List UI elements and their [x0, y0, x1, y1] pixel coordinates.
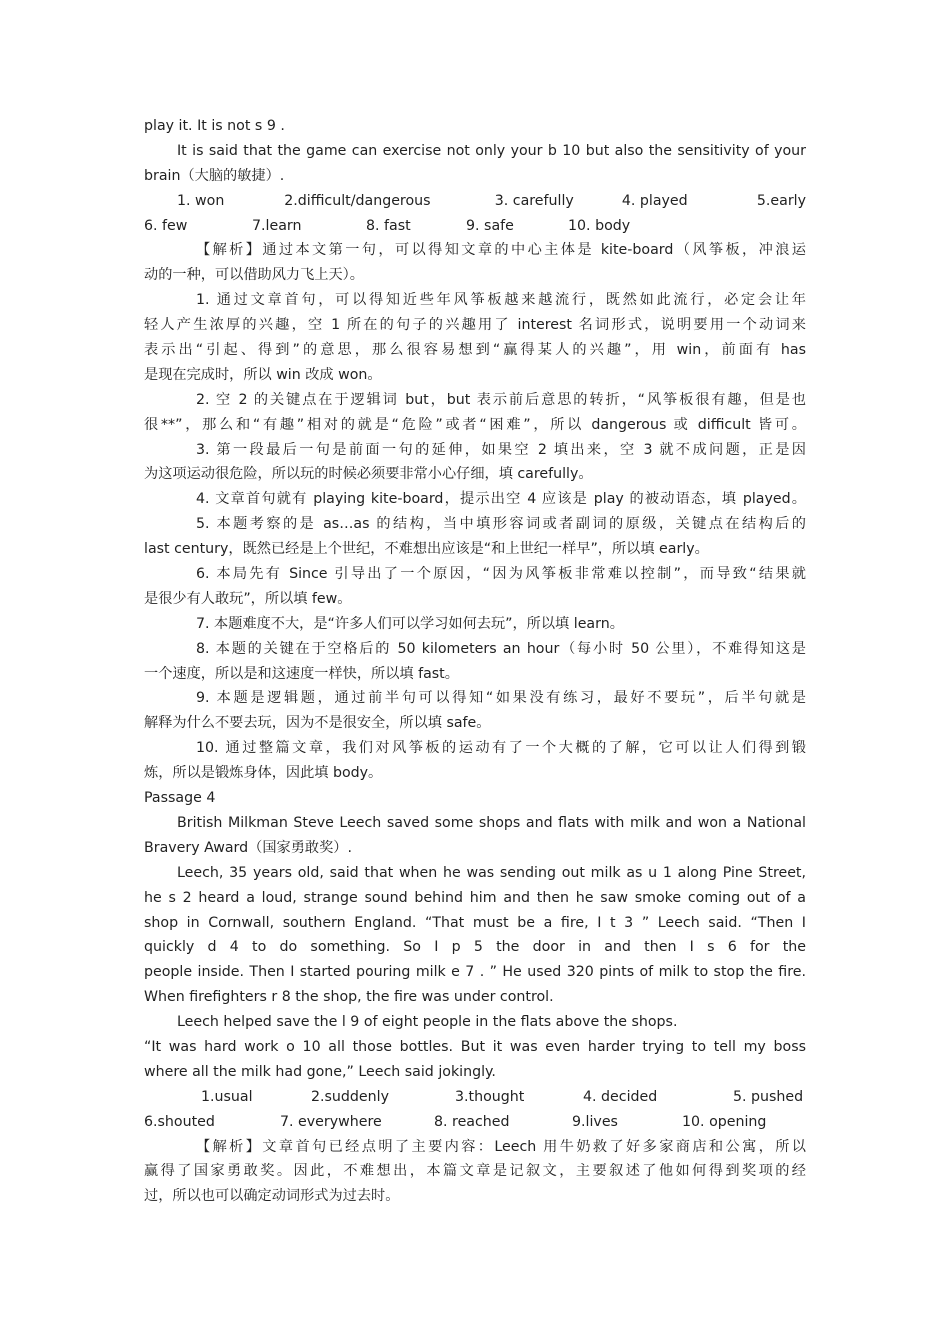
explanation-item: last century，既然已经是上个世纪，不难想出应该是“和上世纪一样早”，所以填 early。 [144, 541, 709, 558]
explanation-item: 7. 本题难度不大，是“许多人们可以学习如何去玩”，所以填 learn。 [196, 615, 624, 632]
explanation-intro: 【解析】文章首句已经点明了主要内容：Leech 用牛奶救了好多家商店和公寓，所以 [196, 1138, 806, 1155]
passage4-paragraph: where all the milk had gone,” Leech said jokingly. [144, 1063, 496, 1080]
passage4-paragraph: people inside. Then I started pouring milk e 7 . ” He used 320 pints of milk to stop the fire. [144, 964, 806, 981]
passage4-title: Passage 4 [144, 790, 216, 807]
passage4-paragraph: British Milkman Steve Leech saved some shops and flats with milk and won a National [177, 814, 806, 831]
passage3-text-end: play it. It is not s 9 . [144, 118, 285, 134]
explanation-item: 8. 本题的关键在于空格后的 50 kilometers an hour（每小时 50 公里），不难得知这是 [196, 640, 806, 657]
passage4-paragraph: quickly d 4 to do something. So I p 5 the door in and then I s 6 for the [144, 939, 806, 956]
answer: 9. safe [466, 217, 514, 234]
answer: 7. everywhere [280, 1113, 382, 1130]
answer: 1.usual [201, 1088, 253, 1105]
answer: 2.difficult/dangerous [284, 192, 431, 209]
passage3-paragraph-end: brain（大脑的敏捷）. [144, 167, 285, 184]
answer: 7.learn [252, 217, 302, 234]
answer: 2.suddenly [311, 1088, 389, 1105]
explanation-item: 为这项运动很危险，所以玩的时候必须要非常小心仔细，填 carefully。 [144, 466, 593, 483]
passage4-paragraph: shop in Cornwall, southern England. “That must be a fire, I t 3 ” Leech said. “Then I [144, 914, 806, 931]
passage4-paragraph: he s 2 heard a loud, strange sound behind him and then he saw smoke coming out of a [144, 889, 806, 906]
explanation-intro-end: 动的一种，可以借助风力飞上天）。 [144, 267, 364, 284]
answer: 8. reached [434, 1113, 510, 1130]
answer: 4. decided [583, 1088, 658, 1105]
answer: 5. pushed [733, 1088, 804, 1105]
passage4-paragraph: Leech, 35 years old, said that when he was sending out milk as u 1 along Pine Street, [177, 864, 806, 881]
answer: 3.thought [455, 1088, 525, 1105]
passage3-paragraph: It is said that the game can exercise not only your b 10 but also the sensitivity of your [177, 142, 806, 159]
explanation-item: 2. 空 2 的关键点在于逻辑词 but，but 表示前后意思的转折，“风筝板很有趣，但是也 [196, 391, 806, 408]
passage4-paragraph: “It was hard work o 10 all those bottles. But it was even harder trying to tell my boss [144, 1038, 806, 1055]
answer: 6.shouted [144, 1113, 215, 1130]
answer-row-3 [144, 1085, 806, 1110]
answer-row-4 [144, 1110, 806, 1135]
explanation-intro: 赢得了国家勇敢奖。因此，不难想出，本篇文章是记叙文，主要叙述了他如何得到奖项的经 [144, 1163, 806, 1180]
explanation-item: 5. 本题考察的是 as…as 的结构，当中填形容词或者副词的原级，关键点在结构后的 [196, 516, 806, 533]
explanation-item: 是现在完成时，所以 win 改成 won。 [144, 366, 382, 383]
explanation-item: 9. 本题是逻辑题，通过前半句可以得知“如果没有练习，最好不要玩”，后半句就是 [196, 690, 806, 707]
answer: 1. won [177, 192, 225, 209]
answer: 5.early [756, 192, 806, 209]
answer: 3. carefully [494, 192, 574, 209]
passage4-paragraph: Bravery Award（国家勇敢奖）. [144, 839, 352, 856]
explanation-item: 很**”，那么和“有趣”相对的就是“危险”或者“困难”，所以 dangerous 或 difficult 皆可。 [144, 416, 806, 433]
answer-row-2 [144, 214, 806, 239]
explanation-item: 一个速度，所以是和这速度一样快，所以填 fast。 [144, 665, 459, 682]
explanation-item: 是很少有人敢玩”，所以填 few。 [144, 590, 352, 607]
answer: 10. body [568, 217, 631, 234]
explanation-item: 1. 通过文章首句，可以得知近些年风筝板越来越流行，既然如此流行，必定会让年 [196, 292, 806, 309]
explanation-item: 6. 本局先有 Since 引导出了一个原因，“因为风筝板非常难以控制”，而导致“结果就 [196, 566, 806, 583]
passage4-paragraph: Leech helped save the l 9 of eight people in the flats above the shops. [177, 1014, 678, 1031]
explanation-item: 10. 通过整篇文章，我们对风筝板的运动有了一个大概的了解，它可以让人们得到锻 [196, 740, 806, 757]
explanation-item: 解释为什么不要去玩，因为不是很安全，所以填 safe。 [144, 715, 491, 732]
answer: 9.lives [572, 1113, 618, 1130]
answer: 4. played [621, 192, 688, 209]
explanation-item: 4. 文章首句就有 playing kite-board，提示出空 4 应该是 play 的被动语态，填 played。 [196, 491, 806, 508]
explanation-item: 3. 第一段最后一句是前面一句的延伸，如果空 2 填出来，空 3 就不成问题，正是因 [196, 441, 806, 458]
answer: 6. few [144, 217, 188, 234]
explanation-item: 轻人产生浓厚的兴趣，空 1 所在的句子的兴趣用了 interest 名词形式，说明要用一个动词来 [144, 317, 806, 334]
explanation-item: 表示出“引起、得到”的意思，那么很容易想到“赢得某人的兴趣”，用 win，前面有 has [144, 342, 806, 359]
explanation-item: 炼，所以是锻炼身体，因此填 body。 [144, 765, 383, 782]
passage4-paragraph: When firefighters r 8 the shop, the fire was under control. [144, 989, 554, 1006]
answer: 10. opening [682, 1113, 767, 1130]
answer-row-1 [144, 189, 806, 214]
explanation-intro: 【解析】通过本文第一句，可以得知文章的中心主体是 kite-board（风筝板，冲浪运 [196, 242, 806, 259]
answer: 8. fast [366, 217, 411, 234]
document-page [144, 114, 806, 1209]
explanation-intro-end: 过，所以也可以确定动词形式为过去时。 [144, 1188, 400, 1205]
